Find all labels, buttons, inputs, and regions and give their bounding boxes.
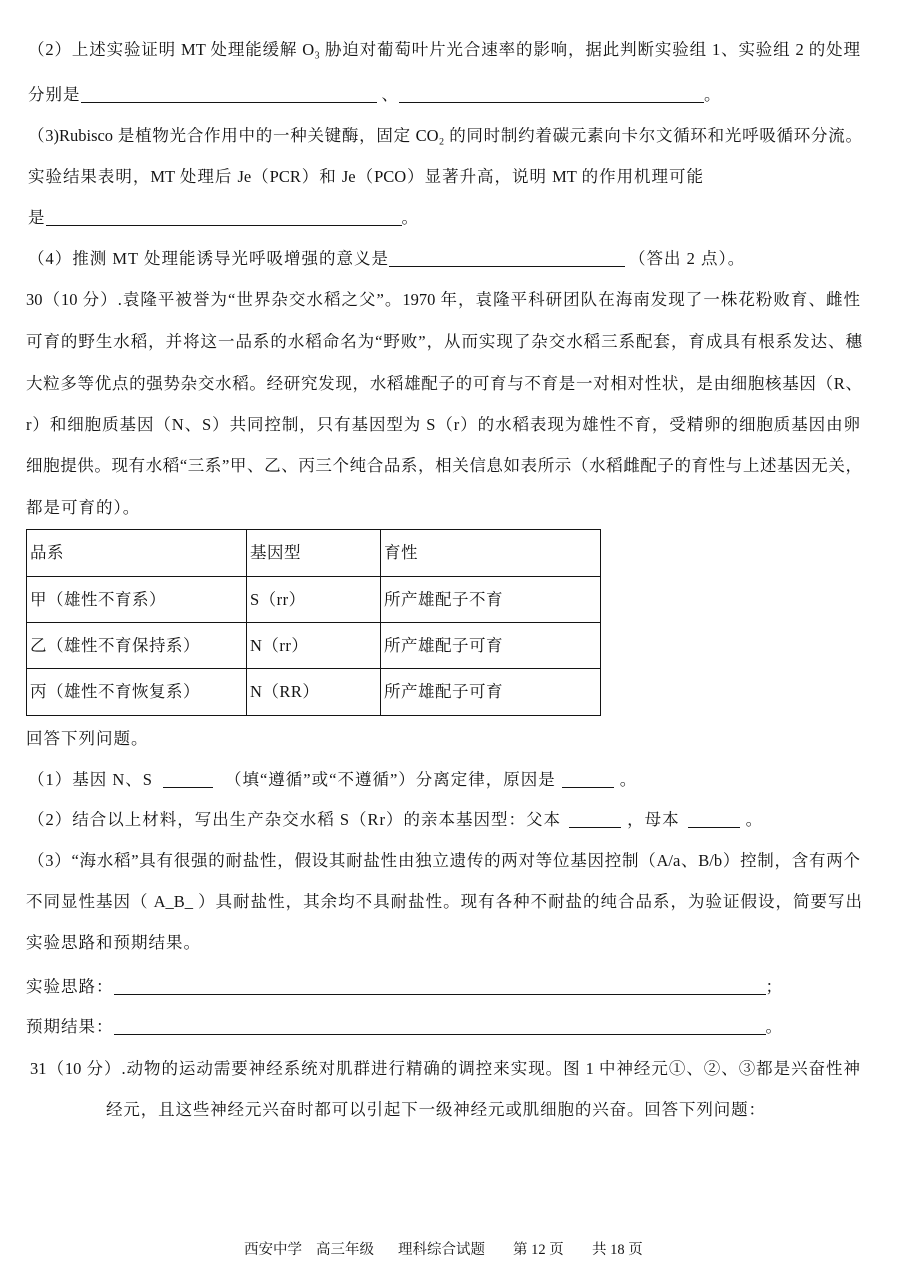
answer-prefix: 是 — [28, 208, 46, 227]
q30-sub3-line: 实验思路和预期结果。 — [26, 933, 201, 952]
q30-idea-line — [26, 977, 783, 997]
answer-blank — [114, 1018, 766, 1035]
answer-blank — [399, 86, 704, 103]
table-cell: 所产雄配子可育 — [381, 669, 601, 716]
table-cell: 乙（雄性不育保持系） — [27, 623, 247, 669]
answer-prefix: （1）基因 N、S — [28, 770, 153, 789]
q30-stem-line: 30（10 分）.袁隆平被誉为“世界杂交水稻之父”。1970 年，袁隆平科研团队在海南发现了一株花粉败育、雌性 — [26, 290, 860, 309]
table-cell: 所产雄配子不育 — [381, 577, 601, 623]
line-end-punct: 。 — [401, 208, 419, 227]
q30-stem-line: 大粒多等优点的强势杂交水稻。经研究发现，水稻雄配子的可育与不育是一对相对性状，是由细胞核基因（R、 — [26, 374, 862, 393]
answer-blank — [163, 771, 213, 788]
result-label: 预期结果： — [26, 1017, 114, 1036]
table-cell: 丙（雄性不育恢复系） — [27, 669, 247, 716]
q29-part3-line2: 实验结果表明，MT 处理后 Je（PCR）和 Je（PCO）显著升高，说明 MT 的作用机理可能 — [28, 167, 703, 186]
table-row — [27, 623, 601, 669]
answer-prefix: 分别是 — [28, 85, 81, 104]
header-cell-fertility: 育性 — [381, 530, 601, 577]
answer-middle: ，母本 — [627, 810, 680, 829]
q30-stem-line: r）和细胞质基因（N、S）共同控制，只有基因型为 S（r）的水稻表现为雄性不育，受精卵的细胞质基因由卵 — [26, 415, 860, 434]
q30-result-line — [26, 1017, 783, 1037]
footer-school: 西安中学 — [244, 1242, 302, 1258]
answer-middle: （填“遵循”或“不遵循”）分离定律，原因是 — [224, 770, 556, 789]
q30-stem-line: 细胞提供。现有水稻“三系”甲、乙、丙三个纯合品系，相关信息如表所示（水稻雌配子的育性与上述基因无关， — [26, 456, 862, 475]
table-cell: N（rr） — [247, 623, 381, 669]
table-cell: 所产雄配子可育 — [381, 623, 601, 669]
answer-blank — [114, 978, 766, 995]
q30-sub1 — [28, 770, 637, 790]
answer-blank — [389, 250, 625, 267]
separator: 、 — [381, 85, 399, 104]
q30-stem-line: 都是可育的）。 — [26, 498, 141, 517]
answer-prefix: （2）结合以上材料，写出生产杂交水稻 S（Rr）的亲本基因型：父本 — [28, 810, 562, 829]
table-cell: S（rr） — [247, 577, 381, 623]
answer-blank — [81, 86, 377, 103]
line-end-punct: 。 — [765, 1017, 783, 1036]
line-end-punct: 。 — [704, 85, 722, 104]
idea-label: 实验思路： — [26, 977, 114, 996]
table-row — [27, 669, 601, 716]
q29-part3-line3 — [28, 208, 419, 228]
q31-line: 31（10 分）.动物的运动需要神经系统对肌群进行精确的调控来实现。图 1 中神经元①、②、③都是兴奋性神 — [30, 1059, 860, 1078]
header-cell-line: 品系 — [27, 530, 247, 577]
line-end-punct: 。 — [745, 810, 764, 829]
footer-exam-title: 理科综合试题 — [398, 1242, 485, 1258]
rice-line-table — [26, 529, 601, 716]
q30-stem-line: 可育的野生水稻，并将这一品系的水稻命名为“野败”，从而实现了杂交水稻三系配套，育成具有根系发达、穗 — [26, 332, 862, 351]
q31-line: 经元，且这些神经元兴奋时都可以引起下一级神经元或肌细胞的兴奋。回答下列问题： — [106, 1100, 765, 1119]
table-cell: N（RR） — [247, 669, 381, 716]
table-cell: 甲（雄性不育系） — [27, 577, 247, 623]
answer-blank — [562, 771, 614, 788]
answer-blank — [569, 811, 621, 828]
table-row — [27, 577, 601, 623]
q30-prompt: 回答下列问题。 — [26, 729, 149, 748]
line-end-punct: 。 — [619, 770, 638, 789]
answer-prefix: （4）推测 MT 处理能诱导光呼吸增强的意义是 — [28, 249, 389, 268]
q29-part2-line1: （2）上述实验证明 MT 处理能缓解 O₃ 胁迫对葡萄叶片光合速率的影响，据此判断实验组 1、实验组 2 的处理 — [28, 40, 860, 59]
footer-page-number: 第 12 页 — [513, 1242, 564, 1258]
footer-page-total: 共 18 页 — [592, 1242, 643, 1258]
answer-blank — [46, 209, 402, 226]
answer-blank — [688, 811, 740, 828]
table-header-row — [27, 530, 601, 577]
q30-sub2 — [28, 810, 763, 830]
q29-part3-line1: （3)Rubisco 是植物光合作用中的一种关键酶，固定 CO₂ 的同时制约着碳元素向卡尔文循环和光呼吸循环分流。 — [28, 126, 862, 145]
q29-part2-line2 — [28, 85, 722, 105]
footer-grade: 高三年级 — [316, 1242, 374, 1258]
answer-suffix: （答出 2 点）。 — [628, 249, 746, 268]
q30-sub3-line: （3）“海水稻”具有很强的耐盐性，假设其耐盐性由独立遗传的两对等位基因控制（A/a、B/b）控制，含有两个 — [28, 851, 860, 870]
q29-part4-line — [28, 249, 745, 269]
header-cell-genotype: 基因型 — [247, 530, 381, 577]
q30-sub3-line: 不同显性基因（ A_B_ ）具耐盐性，其余均不具耐盐性。现有各种不耐盐的纯合品系，为验证假设，简要写出 — [26, 892, 862, 911]
line-end-punct: ； — [765, 977, 783, 996]
